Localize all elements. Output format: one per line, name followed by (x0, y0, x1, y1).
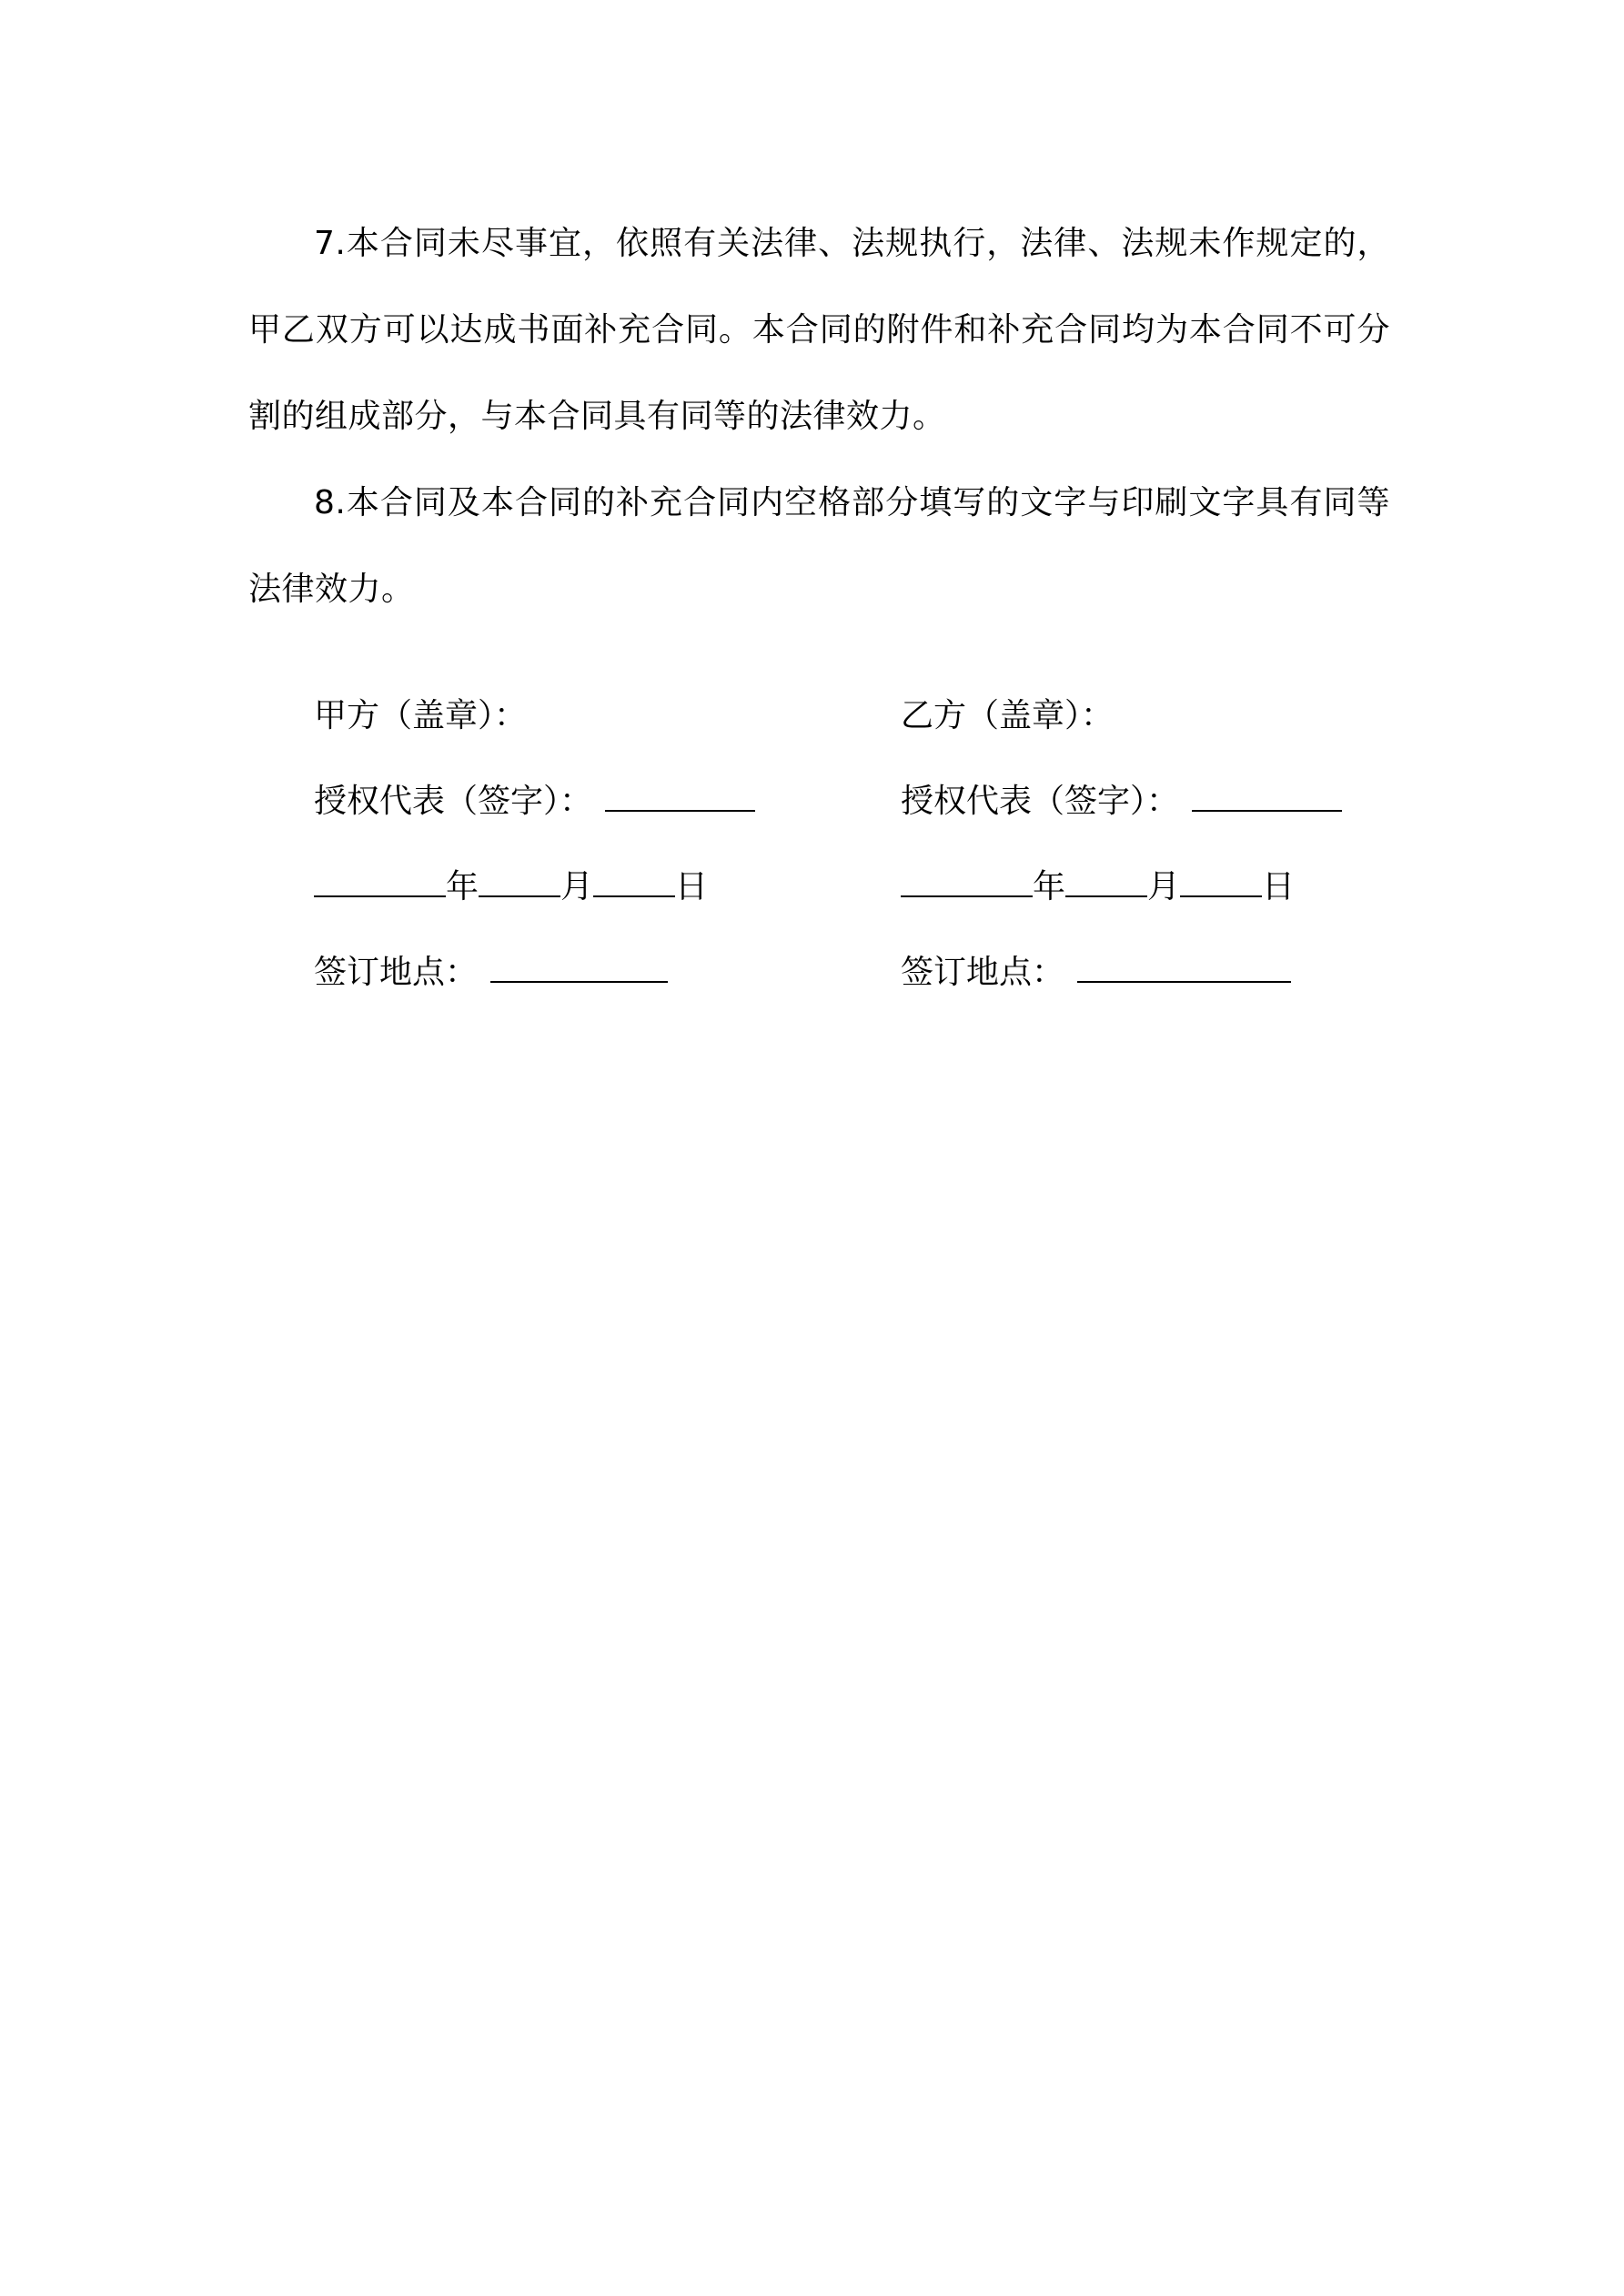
party-b-place-label: 签订地点： (901, 954, 1065, 991)
party-a-month-label: 月 (560, 868, 594, 905)
clause-7: 7.本合同未尽事宜，依照有关法律、法规执行，法律、法规未作规定的，甲乙双方可以达成书面补充合同。本合同的附件和补充合同均为本合同不可分割的组成部分，与本合同具有同等的法律效力。 (248, 225, 1390, 435)
party-b-day-blank[interactable] (1180, 868, 1262, 897)
party-b-month-label: 月 (1147, 868, 1181, 905)
party-a-month-blank[interactable] (479, 868, 560, 897)
party-a-signature-label: 授权代表（签字）： (314, 783, 593, 820)
party-b-seal-line (901, 673, 1410, 759)
party-a-signature-line (314, 759, 823, 845)
party-a-day-blank[interactable] (593, 868, 675, 897)
party-b-signature-label: 授权代表（签字）： (901, 783, 1180, 820)
party-a-signature-blank[interactable] (605, 783, 755, 812)
party-b-year-label: 年 (1033, 868, 1066, 905)
party-a-seal-line (314, 673, 823, 759)
party-b-year-blank[interactable] (901, 868, 1033, 897)
party-b-date-line (901, 845, 1410, 930)
party-b-month-blank[interactable] (1065, 868, 1147, 897)
party-a-place-blank[interactable] (490, 954, 668, 983)
party-a-date-line (314, 845, 823, 930)
party-b-day-label: 日 (1262, 868, 1296, 905)
contract-clauses (248, 200, 1390, 632)
party-a-place-label: 签订地点： (314, 954, 479, 991)
party-a-day-label: 日 (675, 868, 709, 905)
party-b-signature-block (901, 673, 1410, 1016)
party-b-seal-label: 乙方（盖章）： (901, 697, 1115, 734)
party-b-place-line (901, 930, 1410, 1016)
party-b-signature-blank[interactable] (1192, 783, 1342, 812)
party-a-seal-label: 甲方（盖章）： (314, 697, 528, 734)
party-b-signature-line (901, 759, 1410, 845)
party-a-signature-block (314, 673, 823, 1016)
party-b-place-blank[interactable] (1077, 954, 1291, 983)
clause-8: 8.本合同及本合同的补充合同内空格部分填写的文字与印刷文字具有同等法律效力。 (248, 484, 1390, 608)
party-a-place-line (314, 930, 823, 1016)
party-a-year-blank[interactable] (314, 868, 446, 897)
party-a-year-label: 年 (446, 868, 479, 905)
